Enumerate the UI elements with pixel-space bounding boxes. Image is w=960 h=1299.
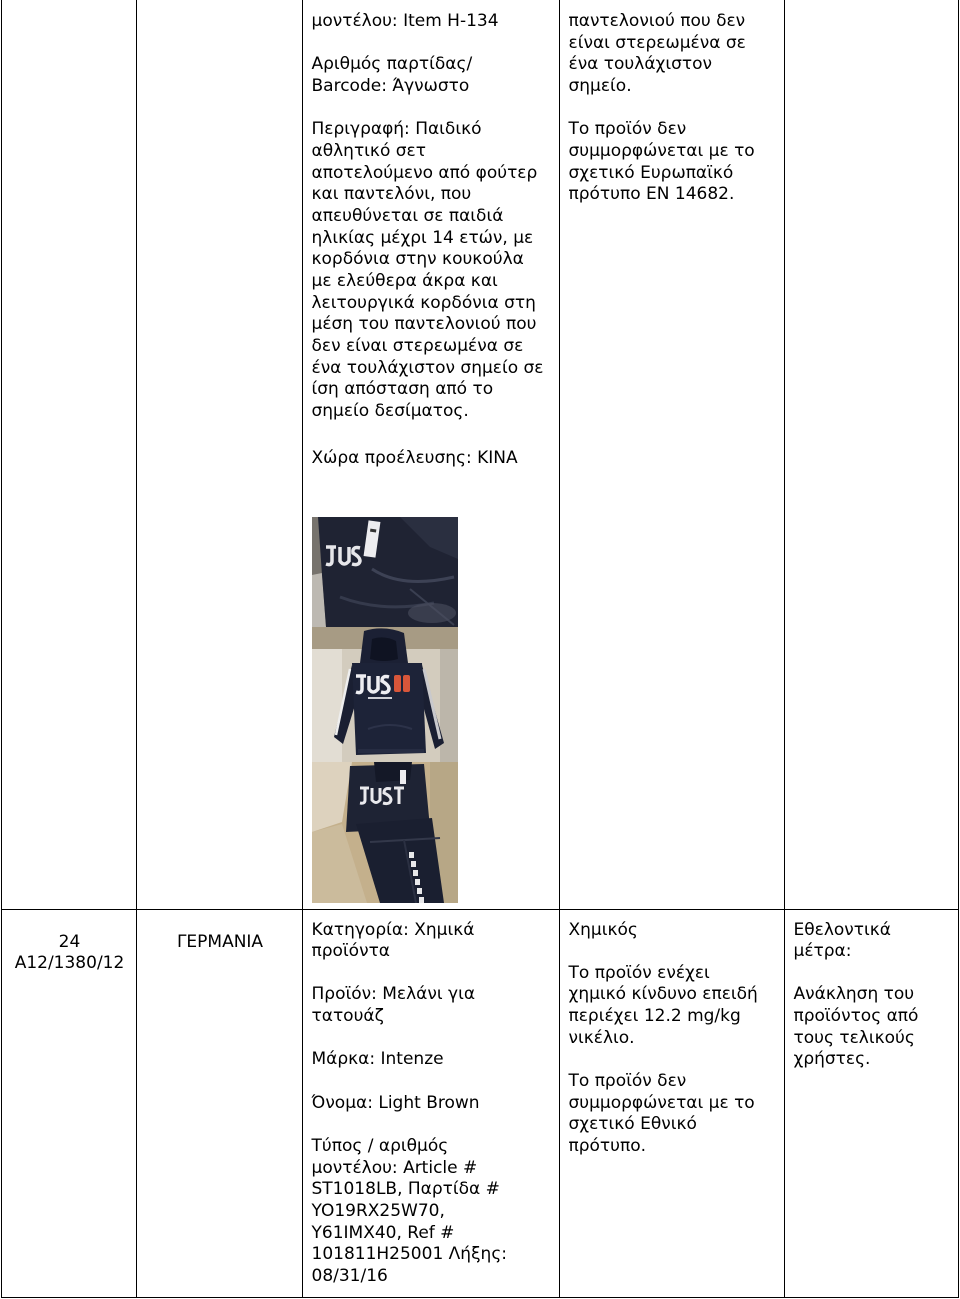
notifying-country: ΓΕΡΜΑΝΙΑ [176,931,264,952]
risk-continued-paragraph [569,11,778,98]
product-type-line: Προϊόν: Μελάνι για [311,984,476,1005]
risk-line: περιέχει 12.2 mg/kg [568,1006,741,1027]
risk-line: παντελονιού που δεν [568,11,746,31]
compliance-line: σχετικό Εθνικό [568,1114,697,1135]
print-subline [368,697,392,699]
row-1-risk-cell [559,0,785,910]
product-batch-paragraph [312,54,553,97]
compliance-line: πρότυπο ΕΝ 14682. [568,184,735,205]
product-model-paragraph [312,11,553,33]
compliance-line: συμμορφώνεται με το [568,140,755,161]
product-photo-1 [312,517,458,627]
product-model-line: Y61IMX40, Ref # [311,1222,455,1243]
product-description-line: μέση του παντελονιού που [311,314,537,335]
product-model-line: μοντέλου: Article # [311,1157,478,1178]
risk-line: σημείο. [568,75,632,96]
measures-line: χρήστες. [793,1049,871,1070]
measures-line: Ανάκληση του [793,984,915,1005]
set-on-floor-photo [312,762,458,903]
row-1-product-cell [302,0,560,910]
sweatshirt-shape [318,517,458,627]
row-2-product-cell [302,909,560,1298]
measures-line: τους τελικούς [793,1027,915,1048]
product-model-line: 101811H25001 Λήξης: [311,1244,508,1265]
compliance-line: σχετικό Ευρωπαϊκό [568,162,734,183]
alert-number: 24 [58,931,81,952]
garment-flat-photo [312,517,458,627]
compliance-line: πρότυπο. [568,1136,647,1157]
product-origin-line: Χώρα προέλευσης: ΚΙΝΑ [311,448,518,469]
risk-line: Το προϊόν ενέχει [568,962,710,983]
row-1-country-cell [136,0,303,910]
product-description-line: σημείο δεσίματος. [311,400,469,421]
product-type-paragraph [312,984,553,1027]
risk-compliance-paragraph [569,119,778,206]
product-model-line: YO19RX25W70, [311,1201,445,1222]
alert-reference: A12/1380/12 [14,953,125,974]
row-2-measures-cell [784,909,959,1298]
product-category-paragraph [312,920,553,963]
product-description-line: αποτελούμενο από φούτερ [311,162,538,183]
risk-line: χημικό κίνδυνο επειδή [568,984,758,1005]
product-batch-line: Αριθμός παρτίδας/ [311,54,473,75]
compliance-line: Το προϊόν δεν [568,1071,687,1092]
product-description-line: λειτουργικά κορδόνια στη [311,292,536,313]
product-description-paragraph [312,119,553,422]
measures-line: προϊόντος από [793,1006,919,1027]
product-photo-2 [312,627,458,762]
risk-line: ένα τουλάχιστον [568,54,713,75]
product-model-line: 08/31/16 [311,1266,388,1286]
hoodie-hanging-photo [312,627,458,762]
product-model-paragraph [312,1136,553,1288]
product-model-line: μοντέλου: Item H-134 [311,11,499,31]
row-2-country-cell [136,909,303,1298]
risk-type-paragraph [569,920,778,942]
product-brand-line: Μάρκα: Intenze [311,1049,444,1070]
risk-line: νικέλιο. [568,1027,635,1048]
product-batch-line: Barcode: Άγνωστο [311,75,470,96]
product-description-line: κορδόνια στην κουκούλα [311,249,524,270]
product-category-line: προϊόντα [311,941,391,962]
product-description-line: ηλικίας μέχρι 14 ετών, με [311,227,534,248]
row-2-risk-cell [559,909,785,1298]
product-description-line: αθλητικό σετ [311,140,426,161]
risk-type-line: Χημικός [568,919,638,940]
risk-description-paragraph [569,963,778,1050]
risk-line: είναι στερεωμένα σε [568,32,746,53]
product-model-line: Τύπος / αριθμός [311,1136,449,1157]
product-brand-paragraph [312,1049,553,1071]
product-description-line: ίση απόσταση από το [311,379,494,400]
row-1-number-cell [1,0,137,910]
compliance-line: συμμορφώνεται με το [568,1092,755,1113]
product-description-line: και παντελόνι, που [311,184,472,205]
product-model-line: ST1018LB, Παρτίδα # [311,1179,500,1200]
measures-type-line: Εθελοντικά [793,919,892,940]
product-description-line: ένα τουλάχιστον σημείο σε [311,357,544,378]
measures-description-paragraph [794,984,951,1071]
product-type-line: τατουάζ [311,1006,384,1027]
measures-type-line: μέτρα: [793,941,852,962]
measures-type-paragraph [794,920,951,963]
product-description-line: απευθύνεται σε παιδιά [311,205,504,226]
product-description-line: Περιγραφή: Παιδικό [311,119,482,140]
product-origin-paragraph [312,448,553,470]
product-photos [312,517,458,903]
product-photo-3 [312,762,458,903]
product-category-line: Κατηγορία: Χημικά [311,919,475,940]
row-2-number-cell [1,909,137,1298]
product-name-paragraph [312,1093,553,1115]
product-description-line: δεν είναι στερεωμένα σε [311,335,524,356]
compliance-line: Το προϊόν δεν [568,119,687,140]
product-description-line: με ελεύθερα άκρα και [311,270,498,291]
product-name-line: Όνομα: Light Brown [311,1092,480,1113]
risk-compliance-paragraph [569,1071,778,1158]
row-1-measures-cell [784,0,959,910]
